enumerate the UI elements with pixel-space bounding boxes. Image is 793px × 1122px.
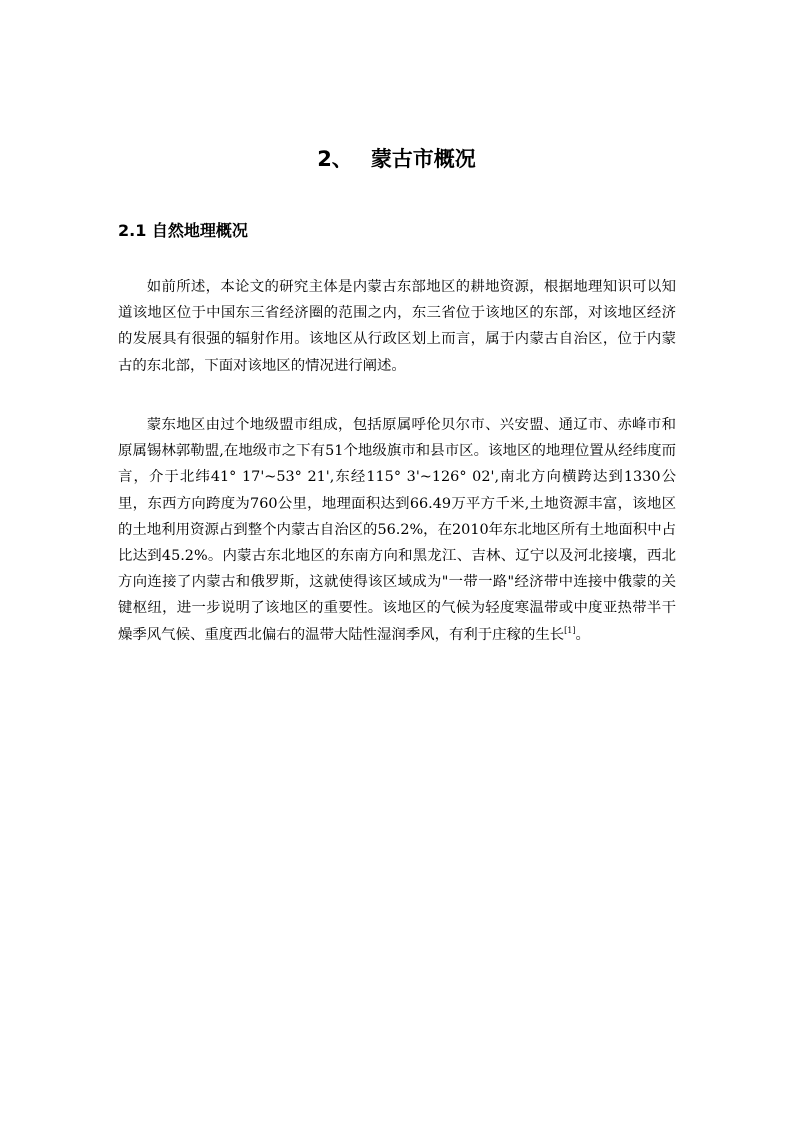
chapter-number: 2、 [317, 147, 353, 171]
section-title: 2.1 自然地理概况 [118, 221, 248, 240]
paragraph-1-text: 如前所述，本论文的研究主体是内蒙古东部地区的耕地资源，根据地理知识可以知道该地区位于中国东三省经济圈的范围之内，东三省位于该地区的东部，对该地区经济的发展具有很强的辐射作用。该地区从行政区划上而言，属于内蒙古自治区，位于内蒙古的东北部，下面对该地区的情况进行阐述。 [118, 279, 676, 374]
paragraph-1 [118, 274, 676, 379]
chapter-title-text: 蒙古市概况 [370, 147, 476, 171]
chapter-title [0, 143, 793, 175]
paragraph-2-text: 蒙东地区由过个地级盟市组成，包括原属呼伦贝尔市、兴安盟、通辽市、赤峰市和原属锡林郭勒盟,在地级市之下有51个地级旗市和县市区。该地区的地理位置从经纬度而言，介于北纬41° 17'~53° 21',东经115° 3'~126° 02',南北方向横跨达到1330公里，东西方向跨度为760公里，地理面积达到66.49万平方千米,土地资源丰富，该地区的土地利用资源占到整个内蒙古自治区的56.2%，在2010年东北地区所有土地面积中占比达到45.2%。内蒙古东北地区的东南方向和黑龙江、吉林、辽宁以及河北接壤，西北方向连接了内蒙古和俄罗斯，这就使得该区域成为"一带一路"经济带中连接中俄蒙的关键枢纽，进一步说明了该地区的重要性。该地区的气候为轻度寒温带或中度亚热带半干燥季风气候、重度西北偏右的温带大陆性湿润季风，有利于庄稼的生长 [118, 417, 676, 643]
citation-marker: [1] [564, 625, 576, 635]
paragraph-2 [118, 412, 676, 648]
paragraph-2-end: 。 [575, 626, 590, 643]
